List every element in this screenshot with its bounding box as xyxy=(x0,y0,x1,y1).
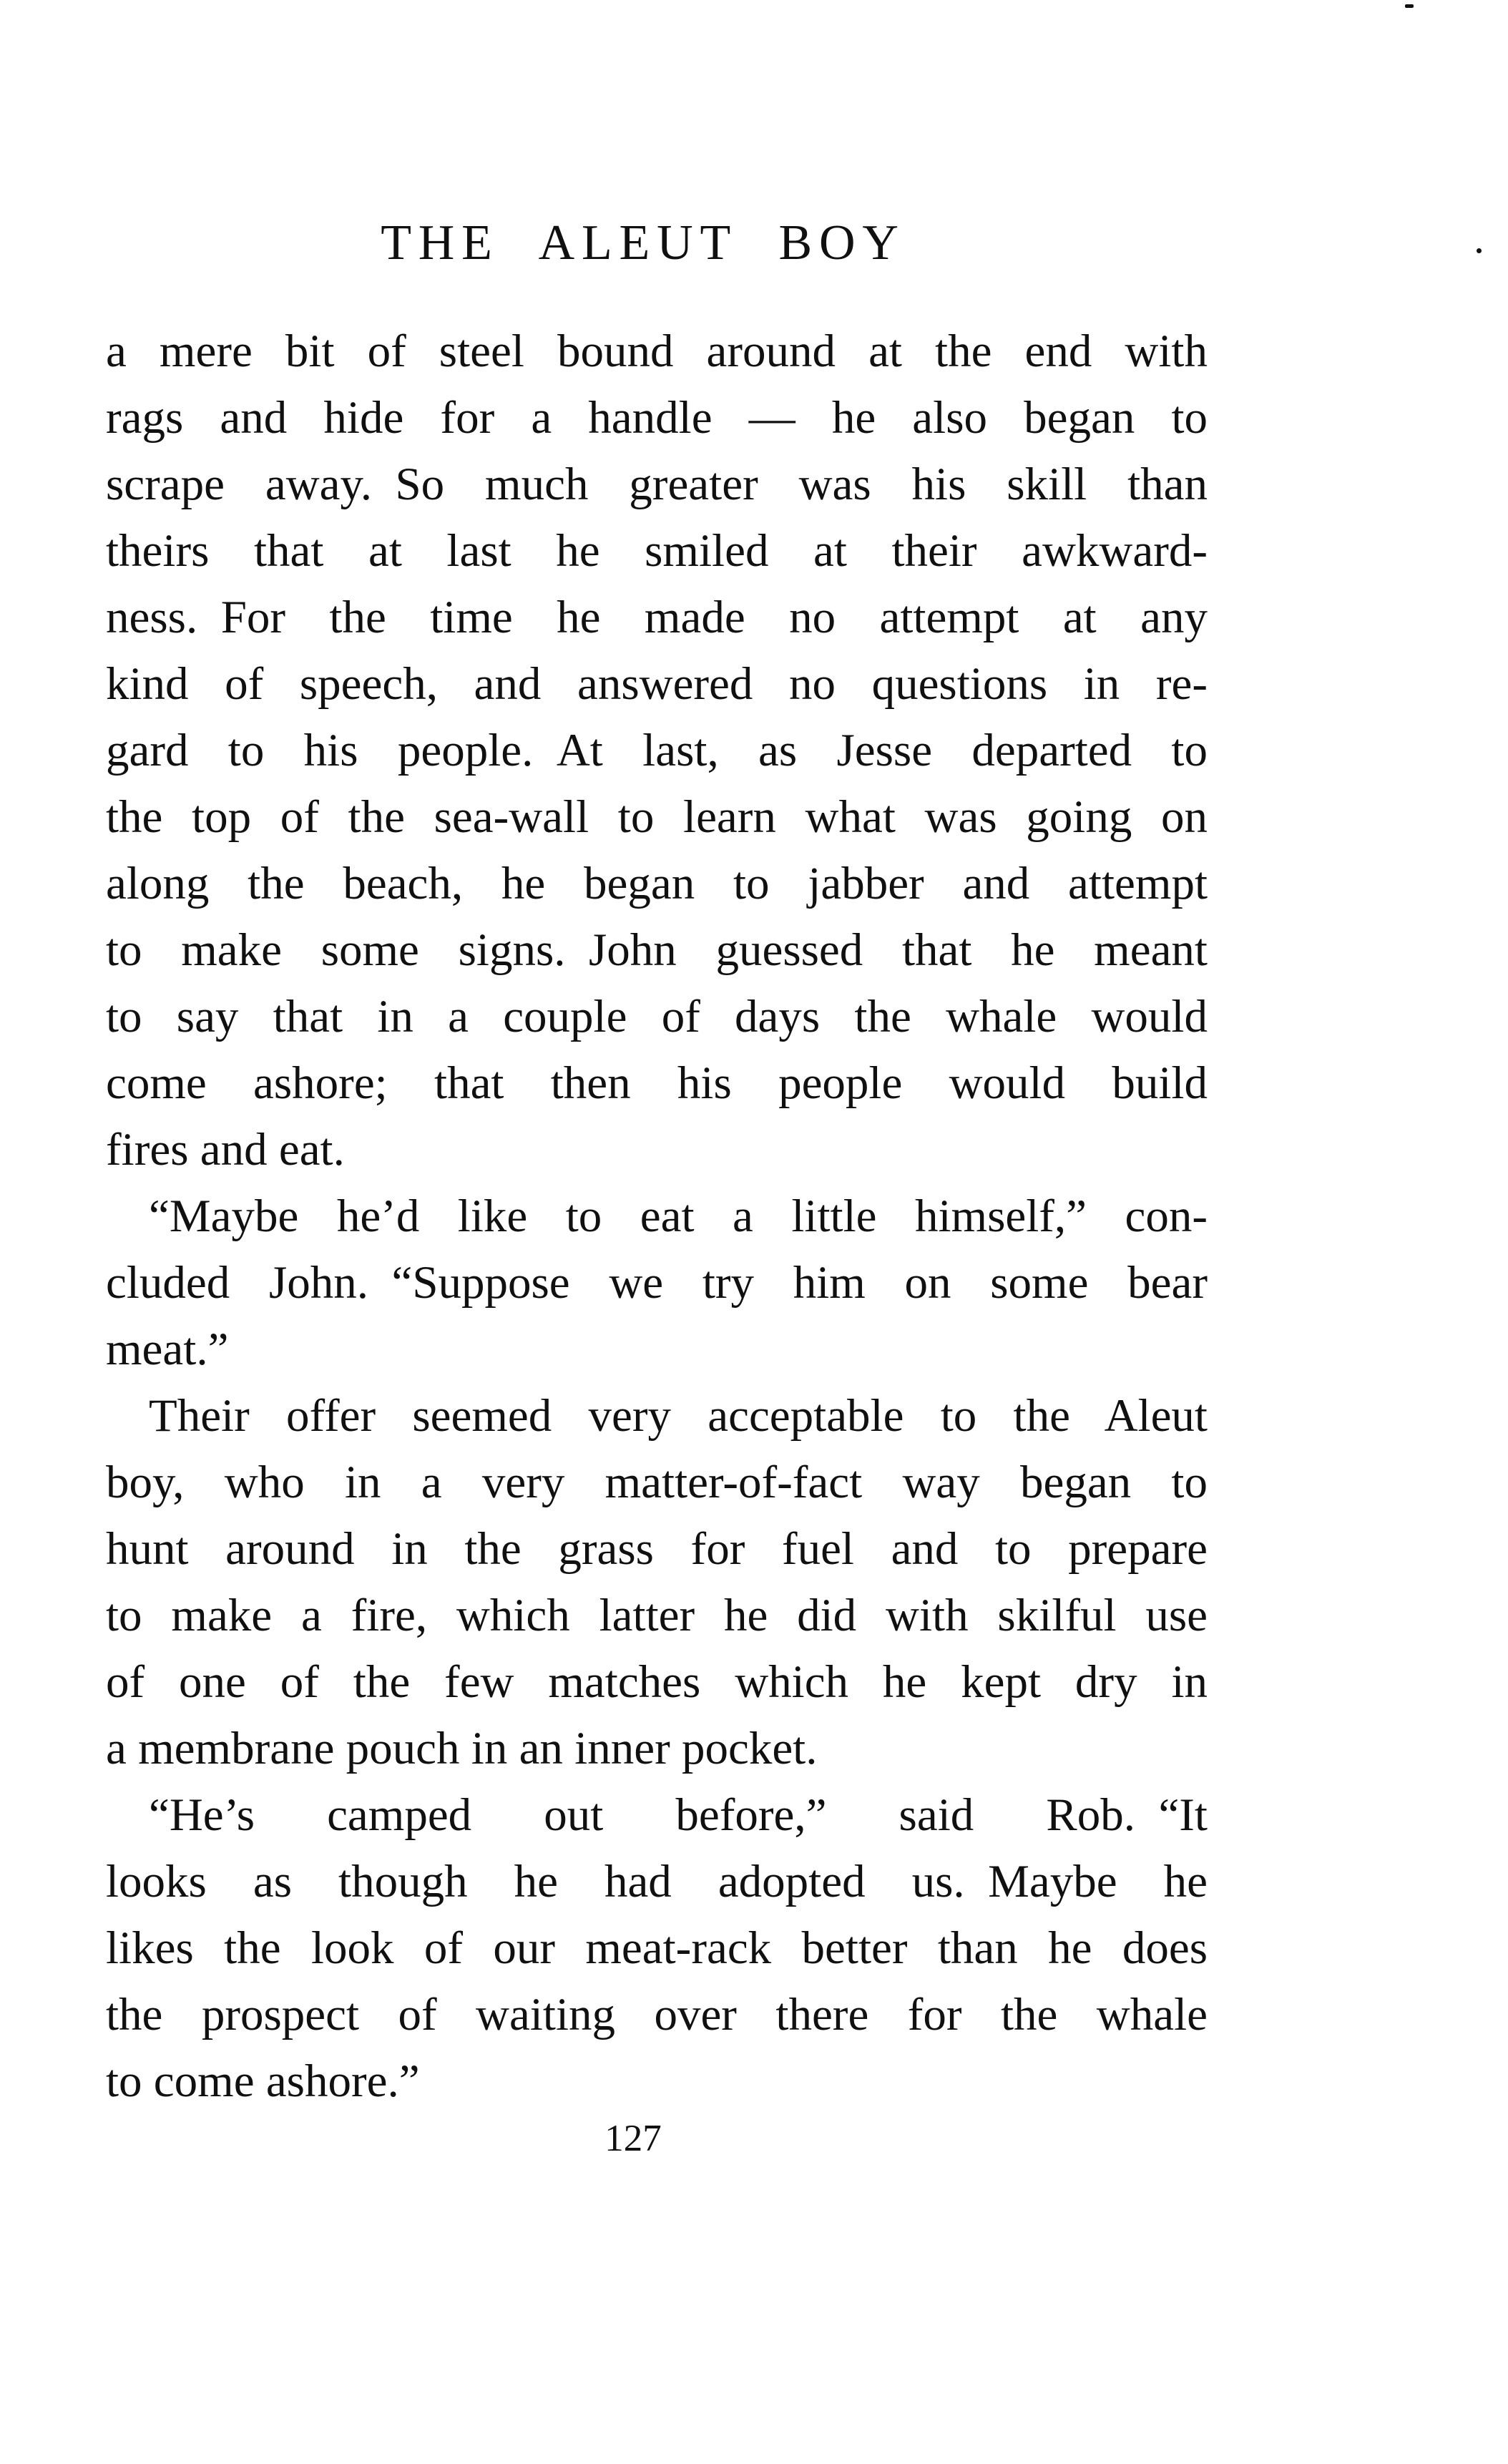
text-line: cluded John. “Suppose we try him on some bear xyxy=(106,1257,1208,1309)
text-line: come ashore; that then his people would build xyxy=(106,1057,1208,1109)
page-number: 127 xyxy=(604,2118,662,2159)
text-line: a membrane pouch in an inner pocket. xyxy=(106,1723,818,1774)
text-line: hunt around in the grass for fuel and to prepare xyxy=(106,1523,1208,1575)
text-line: the top of the sea-wall to learn what was going on xyxy=(106,791,1208,843)
text-line: kind of speech, and answered no questions in re- xyxy=(106,658,1208,710)
paragraph xyxy=(106,1383,1208,1782)
paragraph xyxy=(106,1782,1208,2115)
text-line: to come ashore.” xyxy=(106,2055,420,2107)
text-line: meat.” xyxy=(106,1324,229,1375)
text-line: ness. For the time he made no attempt at any xyxy=(106,592,1208,643)
text-line: boy, who in a very matter-of-fact way began to xyxy=(106,1457,1208,1508)
text-line: fires and eat. xyxy=(106,1124,345,1175)
text-line: of one of the few matches which he kept dry in xyxy=(106,1656,1208,1708)
text-line: the prospect of waiting over there for the whale xyxy=(106,1989,1208,2040)
text-line: to make a fire, which latter he did with skilful use xyxy=(106,1590,1208,1641)
body-text xyxy=(106,318,1208,2115)
text-line: “He’s camped out before,” said Rob. “It xyxy=(149,1789,1208,1841)
paragraph xyxy=(106,318,1208,1183)
text-line: along the beach, he began to jabber and attempt xyxy=(106,858,1208,909)
text-line: theirs that at last he smiled at their awkward- xyxy=(106,525,1208,577)
text-line: Their offer seemed very acceptable to the Aleut xyxy=(149,1390,1208,1442)
page-title: THE ALEUT BOY xyxy=(381,215,906,270)
text-line: rags and hide for a handle — he also began to xyxy=(106,392,1208,444)
scan-speck xyxy=(1405,4,1414,8)
text-line: scrape away. So much greater was his skill than xyxy=(106,459,1208,510)
paragraph xyxy=(106,1183,1208,1383)
text-line: likes the look of our meat-rack better than he does xyxy=(106,1922,1208,1974)
text-line: gard to his people. At last, as Jesse departed to xyxy=(106,725,1208,776)
text-line: to make some signs. John guessed that he meant xyxy=(106,924,1208,976)
scan-speck xyxy=(1477,248,1482,253)
text-line: a mere bit of steel bound around at the end with xyxy=(106,326,1208,377)
text-line: looks as though he had adopted us. Maybe he xyxy=(106,1856,1208,1907)
text-line: to say that in a couple of days the whale would xyxy=(106,991,1208,1042)
text-line: “Maybe he’d like to eat a little himself,” con- xyxy=(149,1191,1208,1242)
